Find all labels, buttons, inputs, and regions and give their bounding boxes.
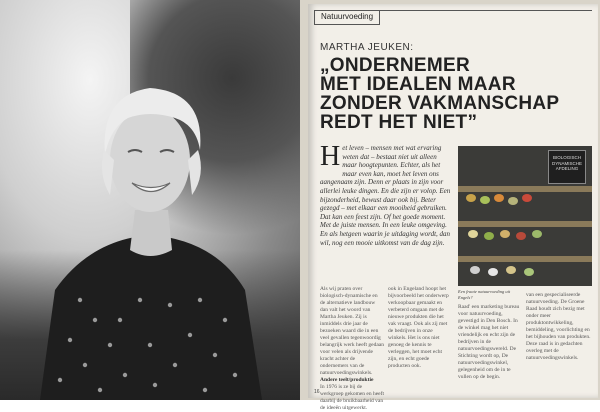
author-name: MARTHA JEUKEN:	[320, 42, 414, 53]
produce-item	[468, 230, 478, 238]
column-subheading: Andere teelt/produktie	[320, 377, 374, 383]
article-headline	[320, 56, 590, 132]
article-column	[458, 304, 522, 390]
portrait-photo	[0, 0, 300, 400]
headline-line: MET IDEALEN MAAR	[320, 74, 516, 95]
headline-line: ZONDER VAKMANSCHAP	[320, 93, 560, 114]
photo-caption: Een fraaie natuurvoeding uit Engels?	[458, 289, 511, 300]
shelf	[458, 186, 592, 192]
article-column	[320, 286, 384, 411]
shelf	[458, 256, 592, 262]
headline-line: REDT HET NIET”	[320, 112, 478, 133]
produce-item	[470, 266, 480, 274]
produce-item	[524, 268, 534, 276]
produce-item	[480, 196, 490, 204]
produce-item	[532, 230, 542, 238]
produce-item	[484, 232, 494, 240]
woman-portrait-illustration	[0, 0, 300, 400]
produce-item	[494, 194, 504, 202]
produce-item	[516, 232, 526, 240]
column-text: In 1976 is ze bij de werkgroep gekomen en heeft daarbij de bruikbaarheid van de ideeën uitgewerkt.	[320, 384, 384, 411]
column-text: Als wij praten over biologisch-dynamische en de alternatieve landbouw dan valt het woord van Martha Jeuken. Zij is inmiddels drie jaar de bezoeken waard die in een veel gevallen tegenwoordig belangrijk werk heeft gedaan voor velen als drijvende kracht achter de ondernemers van de natuurvoedingswinkels.	[320, 286, 384, 376]
produce-item	[488, 268, 498, 276]
magazine-page	[308, 4, 598, 411]
headline-line: „ONDERNEMER	[320, 55, 471, 76]
produce-item	[466, 194, 476, 202]
column-text: ook in Engeland hoopt het bijvoorbeeld het onderwerp verkoopbaar gemaakt en verbeterd omgaan met de nieuwe produkten die het vak vraagt. Ook als zij met de bedrijven in onze winkels. Het is ons niet genoeg de kennis te verleggen, het moet echt zijn, en echt goede producten ook.	[388, 286, 449, 369]
column-text: Raad' een marketing bureau voor natuurvoeding, gevestigd in Den Bosch. In de winkel mag het niet vriendelijk en echt zijn de bedrijven in de natuurvoedingswereld. De Stichting wordt op, De natuurvoedingswinkel, gelegenheid om de in te vullen op de begin.	[458, 304, 520, 380]
column-text: van een gespecialiseerde natuurvoeding. De Groene Raad houdt zich bezig met onder meer produktontwikkeling, bemiddeling, voorlichting en het bijhouden van produkten. Deze raad is in gedachten overleg met de natuurvoedingswinkels.	[526, 292, 591, 361]
produce-item	[506, 266, 516, 274]
shelf	[458, 221, 592, 227]
produce-item	[522, 194, 532, 202]
magazine-spread	[300, 0, 600, 411]
drop-cap: H	[320, 141, 341, 172]
produce-item	[508, 197, 518, 205]
article-column	[526, 292, 592, 390]
page-number: 16	[314, 389, 320, 395]
shop-photo	[458, 146, 592, 286]
article-intro	[320, 141, 452, 264]
produce-item	[500, 230, 510, 238]
section-label: Natuurvoeding	[314, 10, 380, 25]
shop-sign: BIOLOGISCH DYNAMISCHE AFDELING	[548, 150, 586, 184]
article-column	[388, 286, 452, 390]
intro-text: et leven – mensen met wat ervaring weten dat – bestaat niet uit alleen maar hoogtepunten. Echter, als het maar even kan, moet het leven ons aangenaam zijn. Denn er plaats in zijn voor allerlei leuke dingen. En die zijn er volop. Een bijzonderheid, bewust daar ook bij. Beter gezegd – met elkaar een mooiheid gebruiken. Dat kan een feest zijn. Of het goede moment. Met de juiste mensen. In een leuke omgeving. En als hetgeen waarin je uitdaging wordt, dan wil, nog een mooie uitkomst van de dag zijn.	[320, 144, 451, 247]
